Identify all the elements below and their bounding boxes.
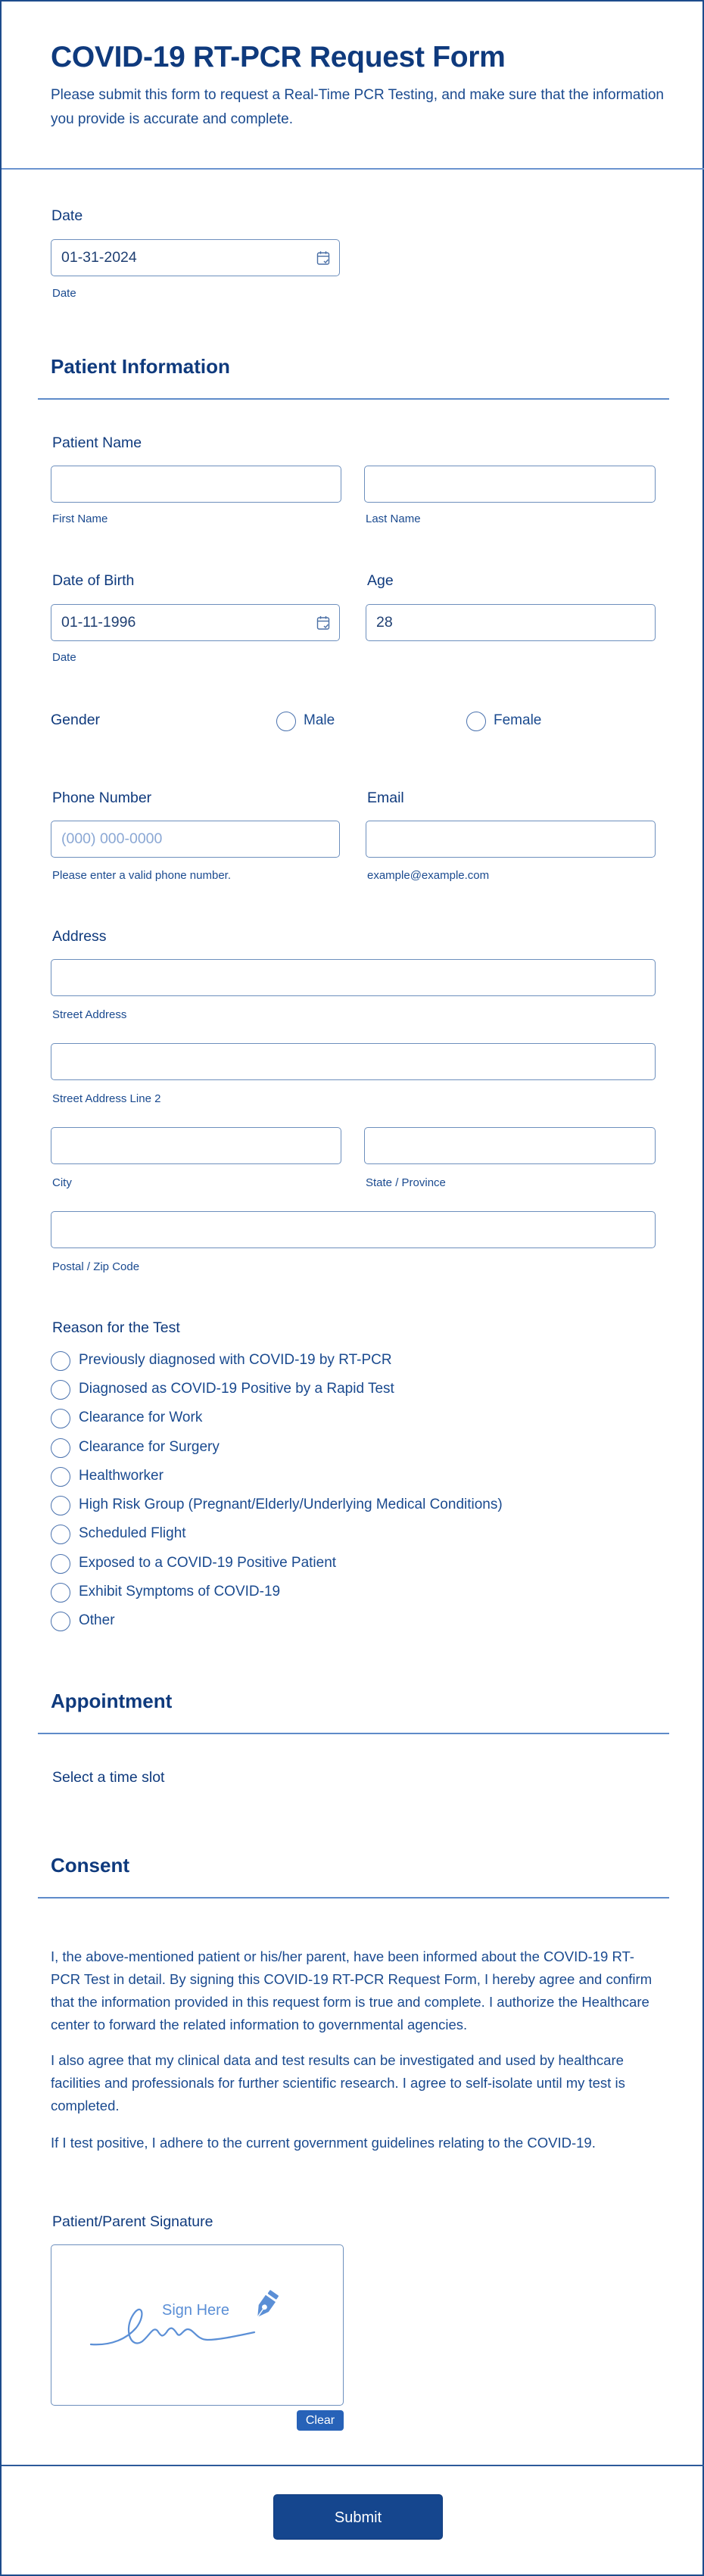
submit-button[interactable]: Submit [273,2494,443,2540]
reason-option-label[interactable]: Exhibit Symptoms of COVID-19 [79,1584,281,1599]
reason-radio[interactable] [51,1612,70,1631]
footer-divider [2,2465,704,2466]
signature-pad[interactable] [51,2244,344,2406]
first-name-input[interactable] [51,466,341,503]
signature-label: Patient/Parent Signature [52,2213,213,2230]
last-name-input[interactable] [364,466,656,503]
calendar-icon[interactable] [316,615,330,631]
reason-option-label[interactable]: High Risk Group (Pregnant/Elderly/Underlying Medical Conditions) [79,1497,503,1512]
date-label: Date [51,207,83,224]
street-address-line2-sublabel: Street Address Line 2 [52,1092,161,1105]
reason-option-label[interactable]: Scheduled Flight [79,1525,186,1541]
email-label: Email [367,790,404,806]
consent-paragraph: If I test positive, I adhere to the current government guidelines relating to the COVID-19. [51,2135,596,2151]
street-address-sublabel: Street Address [52,1008,127,1021]
reason-option-label[interactable]: Exposed to a COVID-19 Positive Patient [79,1555,337,1571]
zip-sublabel: Postal / Zip Code [52,1260,140,1273]
address-label: Address [52,928,107,945]
gender-radio-female[interactable] [466,712,486,731]
consent-paragraph: I, the above-mentioned patient or his/her parent, have been informed about the COVID-19 RT-PCR Test in detail. By signing this COVID-19 RT-PCR Request Form, I hereby agree and confirm that the information provided in this request form is true and complete. I authorize the Healthcare center to forward the related information to governmental agencies. [51,1948,653,2032]
state-sublabel: State / Province [366,1176,446,1189]
patient-name-label: Patient Name [52,435,142,451]
gender-label: Gender [51,712,101,728]
reason-label: Reason for the Test [52,1319,180,1336]
reason-radio[interactable] [51,1438,70,1458]
reason-option-label[interactable]: Previously diagnosed with COVID-19 by RT-PCR [79,1352,392,1368]
gender-option-female-label[interactable]: Female [494,712,542,728]
reason-radio[interactable] [51,1467,70,1487]
date-sublabel: Date [52,287,76,300]
sign-here-placeholder: Sign Here [162,2302,229,2319]
city-sublabel: City [52,1176,72,1189]
section-divider [38,398,669,400]
gender-option-male-label[interactable]: Male [304,712,335,728]
last-name-sublabel: Last Name [366,512,421,525]
calendar-icon[interactable] [316,251,330,266]
reason-radio[interactable] [51,1380,70,1400]
dob-label: Date of Birth [52,572,135,589]
consent-paragraph: I also agree that my clinical data and test results can be investigated and used by healthcare facilities and professionals for further scientific research. I agree to self-isolate until my test is completed. [51,2052,625,2113]
clear-signature-button[interactable]: Clear [297,2410,344,2431]
phone-label: Phone Number [52,790,152,806]
phone-sublabel: Please enter a valid phone number. [52,869,231,882]
city-input[interactable] [51,1127,341,1164]
phone-input[interactable] [51,821,340,858]
reason-radio[interactable] [51,1409,70,1428]
section-divider [38,1733,669,1734]
section-divider [38,1897,669,1899]
page-subtitle: Please submit this form to request a Real-Time PCR Testing, and make sure that the information you provide is accurate and complete. [51,87,664,127]
section-title-consent: Consent [51,1854,129,1877]
first-name-sublabel: First Name [52,512,108,525]
dob-sublabel: Date [52,651,76,664]
reason-option-label[interactable]: Clearance for Surgery [79,1439,220,1455]
street-address-line2-input[interactable] [51,1043,656,1080]
street-address-input[interactable] [51,959,656,996]
dob-input[interactable] [51,604,340,641]
pen-nib-icon [250,2289,280,2324]
age-label: Age [367,572,394,589]
reason-radio[interactable] [51,1583,70,1603]
reason-radio[interactable] [51,1496,70,1515]
phone-placeholder: (000) 000-0000 [61,830,163,847]
reason-option-label[interactable]: Other [79,1612,115,1628]
reason-option-label[interactable]: Clearance for Work [79,1409,203,1425]
date-value: 01-31-2024 [61,249,137,266]
zip-input[interactable] [51,1211,656,1248]
page-title: COVID-19 RT-PCR Request Form [51,41,506,73]
time-slot-label: Select a time slot [52,1769,165,1786]
reason-option-label[interactable]: Diagnosed as COVID-19 Positive by a Rapid Test [79,1381,394,1397]
date-input[interactable] [51,239,340,276]
reason-option-label[interactable]: Healthworker [79,1468,164,1484]
age-value: 28 [376,614,393,631]
state-input[interactable] [364,1127,656,1164]
age-input[interactable] [366,604,656,641]
section-title-patient-information: Patient Information [51,355,230,378]
reason-radio[interactable] [51,1351,70,1371]
email-sublabel: example@example.com [367,869,490,882]
section-title-appointment: Appointment [51,1690,173,1712]
header-divider [2,168,704,170]
dob-value: 01-11-1996 [61,614,136,631]
reason-radio[interactable] [51,1554,70,1574]
gender-radio-male[interactable] [276,712,296,731]
email-input[interactable] [366,821,656,858]
reason-radio[interactable] [51,1525,70,1544]
